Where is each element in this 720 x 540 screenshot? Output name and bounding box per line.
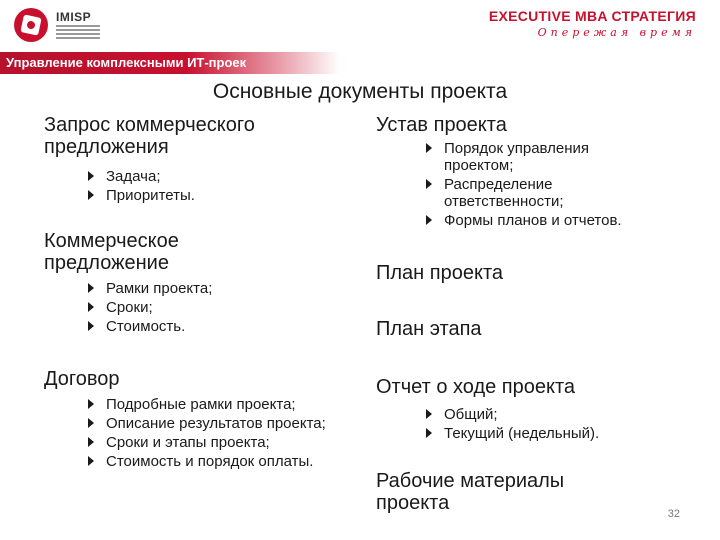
doc-heading: План проекта [376,262,504,284]
doc-items [422,406,696,442]
doc-heading [44,114,344,158]
doc-block-project-plan [376,262,503,284]
imisp-logo-text: IMISP [56,10,92,24]
doc-block-stage-plan [376,318,482,340]
list-item: Подробные рамки проекта; [84,396,364,413]
list-item: Общий; [422,406,696,423]
emba-tagline: Опережая время [537,26,696,39]
doc-heading-line: предложение [44,252,169,274]
list-item: Приоритеты. [84,187,344,204]
emba-brand-text: EXECUTIVE MBA СТРАТЕГИЯ [488,8,696,24]
doc-heading-line: проекта [376,492,450,514]
doc-heading: Отчет о ходе проекта [376,376,576,398]
course-banner: Управление комплексными ИТ-проек [0,52,340,74]
list-item: Формы планов и отчетов. [422,212,672,229]
list-item: Задача; [84,168,344,185]
doc-heading [44,230,344,274]
doc-heading [376,470,564,514]
list-item: Распределение ответственности; [422,176,624,210]
doc-block-progress-report [376,376,696,444]
doc-heading: Договор [44,368,120,390]
doc-heading-line: Коммерческое [44,230,179,252]
page-number: 32 [667,508,680,520]
doc-block-request [44,114,344,206]
emba-logo [489,8,696,39]
doc-block-contract [44,368,364,472]
list-item: Описание результатов проекта; [84,415,326,432]
doc-heading: Устав проекта [376,114,507,136]
doc-block-charter [376,114,696,231]
list-item: Сроки; [84,299,344,316]
doc-items [84,396,364,470]
doc-heading-line: Запрос коммерческого [44,114,255,136]
doc-items [84,168,344,204]
imisp-emblem-icon [14,8,48,42]
doc-block-working-materials [376,470,564,514]
doc-block-offer [44,230,344,337]
list-item: Текущий (недельный). [422,425,696,442]
doc-items [422,140,672,229]
list-item: Сроки и этапы проекта; [84,434,364,451]
doc-heading: План этапа [376,318,482,340]
doc-heading-line: предложения [44,136,169,158]
logo-fine-print [56,25,100,41]
list-item: Порядок управления проектом; [422,140,644,174]
doc-heading-line: Рабочие материалы [376,470,565,492]
list-item: Стоимость и порядок оплаты. [84,453,364,470]
doc-items [84,280,344,335]
slide-title: Основные документы проекта [212,80,508,103]
imisp-logo [14,8,124,44]
list-item: Рамки проекта; [84,280,344,297]
list-item: Стоимость. [84,318,344,335]
